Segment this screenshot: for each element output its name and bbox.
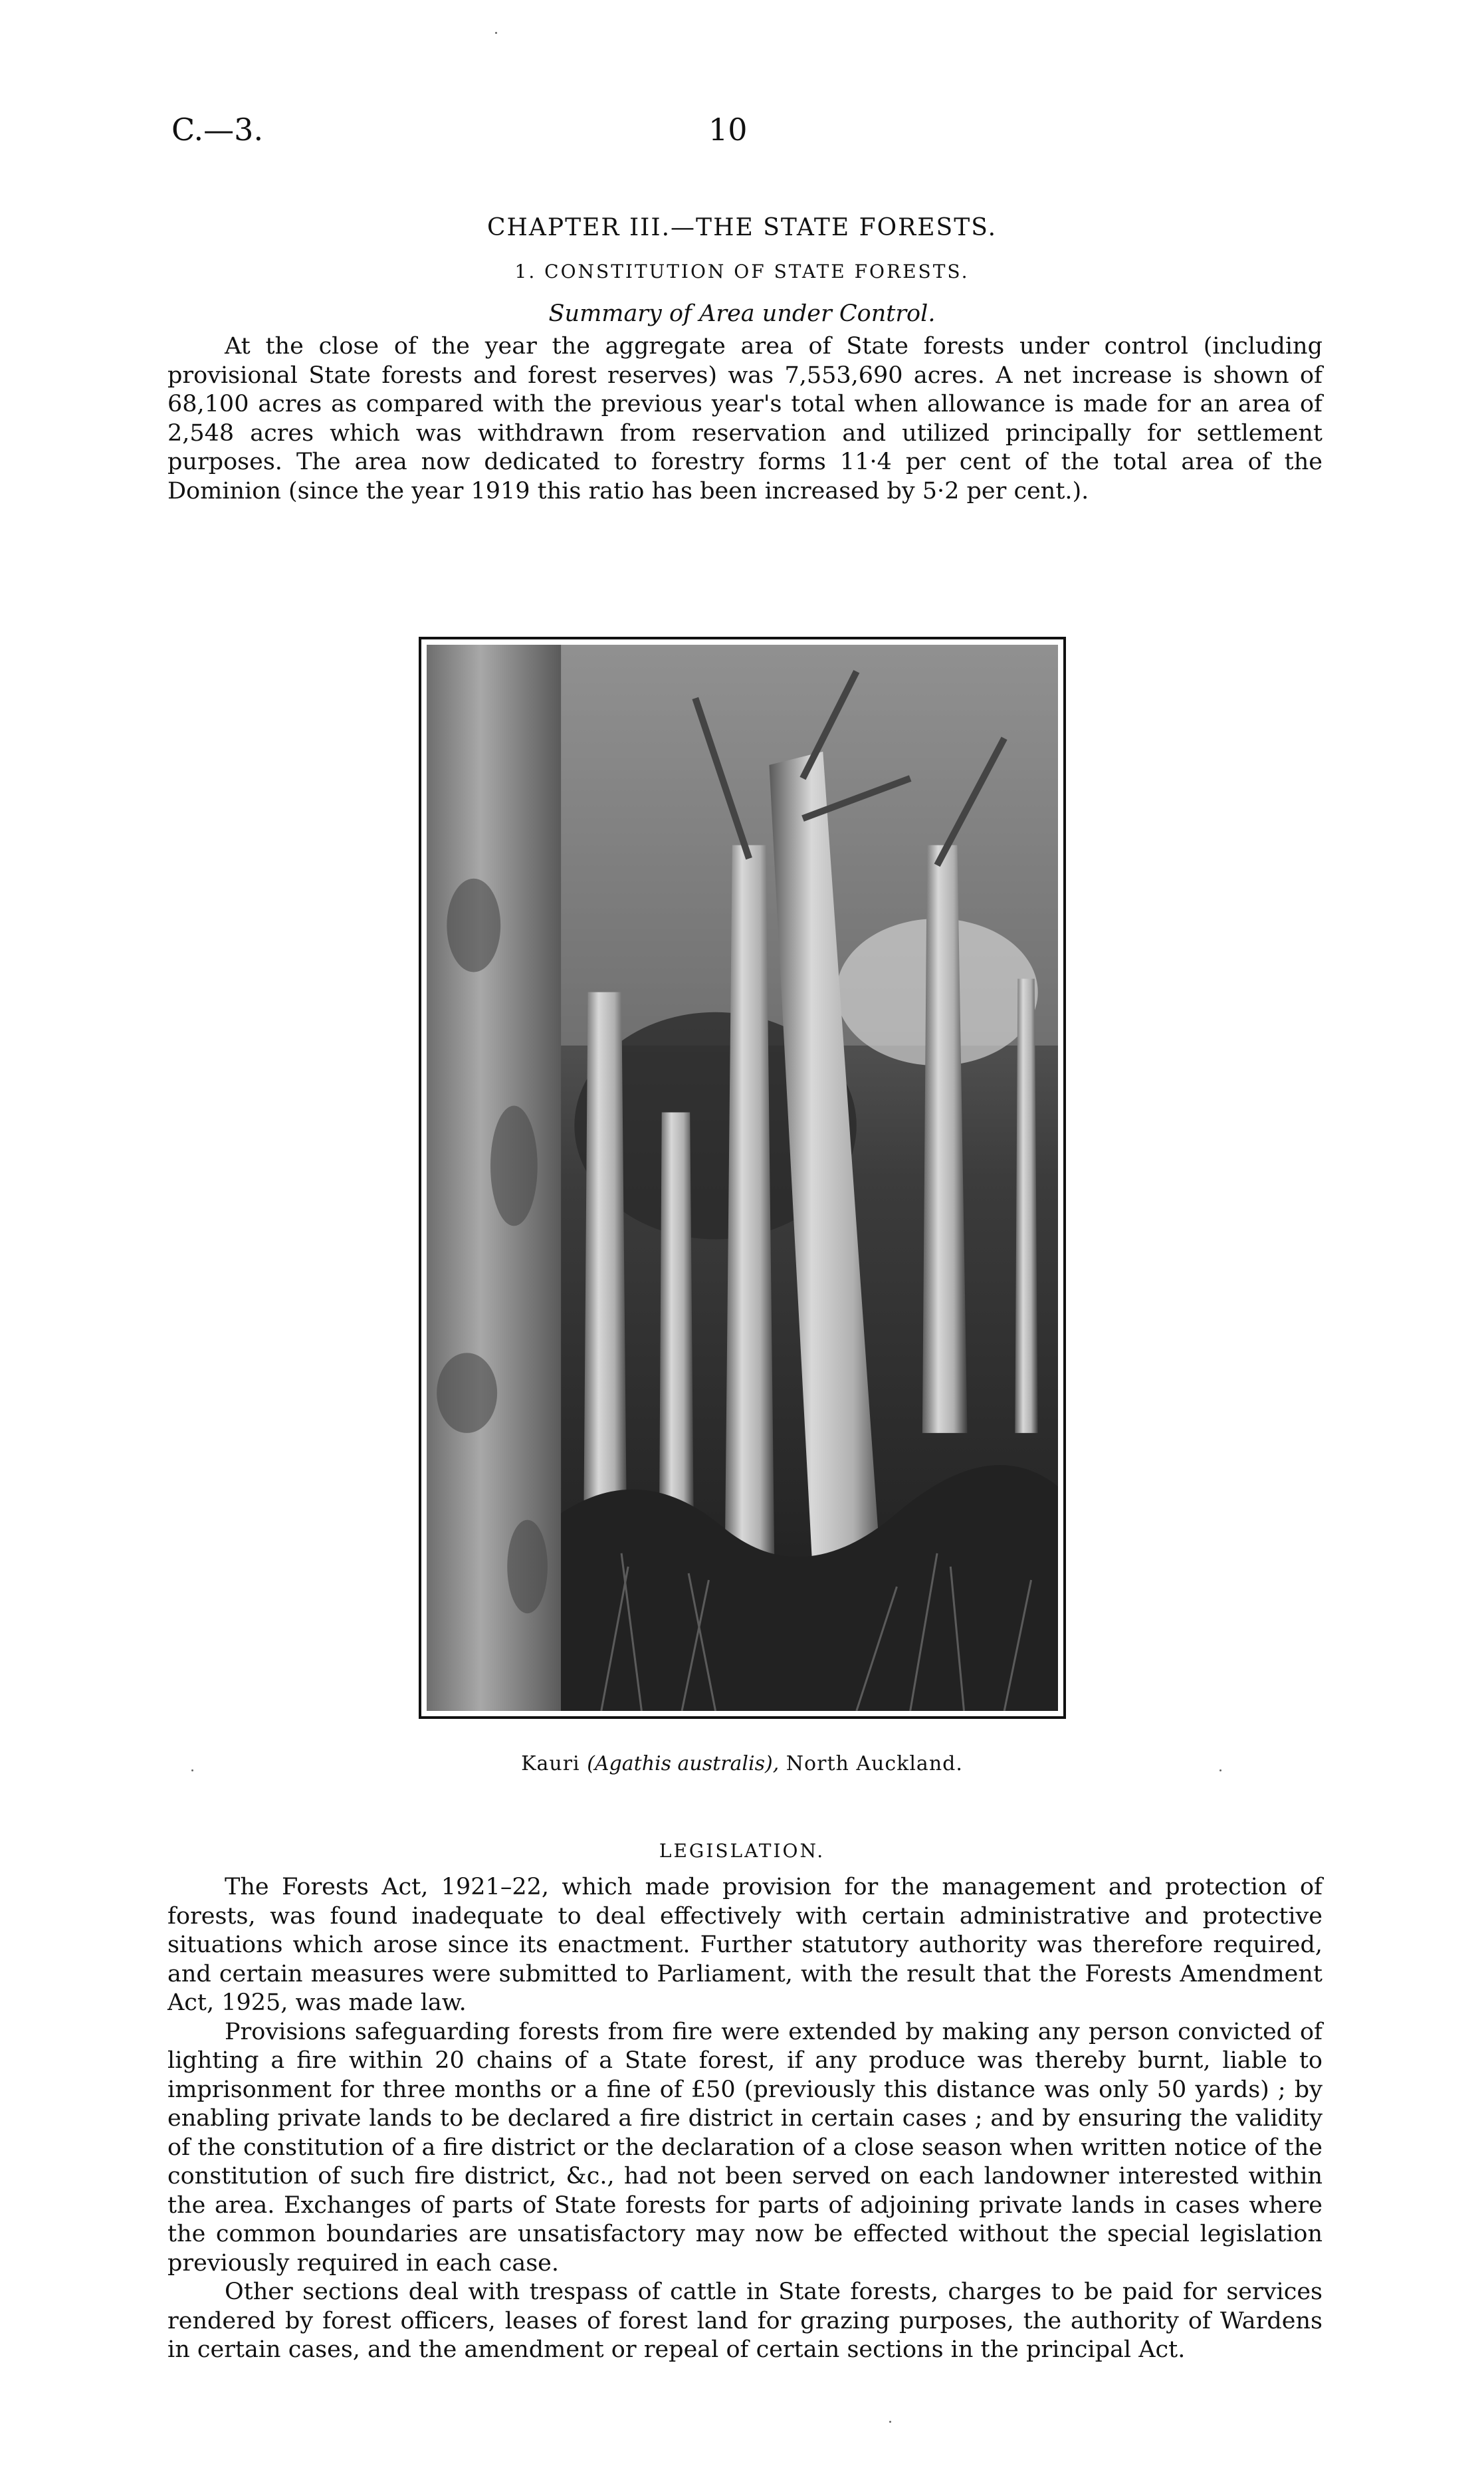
chapter-title: CHAPTER III.—THE STATE FORESTS. [486,214,998,241]
scan-speck [1219,1769,1221,1771]
area-text-block [167,332,1323,506]
paragraph: Other sections deal with trespass of cattle in State forests, charges to be paid for services rendered by forest officers, leases of forest land for grazing purposes, the authority of Wardens in certain cases, and the amendment or repeal of certain sections in the principal Act. [167,2279,1323,2363]
caption-location: North Auckland. [779,1752,963,1775]
legislation-heading: LEGISLATION. [659,1840,825,1862]
caption-name: Kauri [521,1752,587,1775]
section-subtitle: Summary of Area under Control. [548,300,936,327]
forest-illustration [427,645,1058,1711]
document-reference: C.—3. [171,112,264,148]
photo-caption [0,1752,1484,1775]
paragraph: The Forests Act, 1921–22, which made provision for the management and protection of forests, was found inadequate to deal effectively with certain administrative and protective situations which arose since its enactment. Further statutory authority was therefore required, and certain measures were submitted to Parliament, with the result that the Forests Amendment Act, 1925, was made law. [167,1874,1323,2016]
caption-botanical-name: (Agathis australis), [587,1752,780,1775]
paragraph: Provisions safeguarding forests from fire were extended by making any person convicted of lighting a fire within 20 chains of a State forest, if any produce was thereby burnt, liable to imprisonment for three months or a fine of £50 (previously this distance was only 50 yards) ; by enabling private lands to be declared a fire district in certain cases ; and by ensuring the validity of the constitution of a fire district or the declaration of a close season when written notice of the constitution of such fire district, &c., had not been served on each landowner interested within the area. Exchanges of parts of State forests for parts of adjoining private lands in cases where the common boundaries are unsatisfactory may now be effected without the special legislation previously required in each case. [167,2018,1323,2277]
scan-speck [889,2421,891,2423]
page-number: 10 [708,112,748,148]
section-title: 1. CONSTITUTION OF STATE FORESTS. [514,261,970,282]
scan-speck [191,1769,193,1771]
legislation-text-block [167,1873,1323,2365]
scan-speck [495,32,497,34]
kauri-forest-photograph [419,637,1066,1719]
paragraph: At the close of the year the aggregate area of State forests under control (including provisional State forests and forest reserves) was 7,553,690 acres. A net increase is shown of 68,100 acres as compared with the previous year's total when allowance is made for an area of 2,548 acres which was withdrawn from reservation and utilized principally for settlement purposes. The area now dedicated to forestry forms 11·4 per cent of the total area of the Dominion (since the year 1919 this ratio has been increased by 5·2 per cent.). [167,333,1323,504]
